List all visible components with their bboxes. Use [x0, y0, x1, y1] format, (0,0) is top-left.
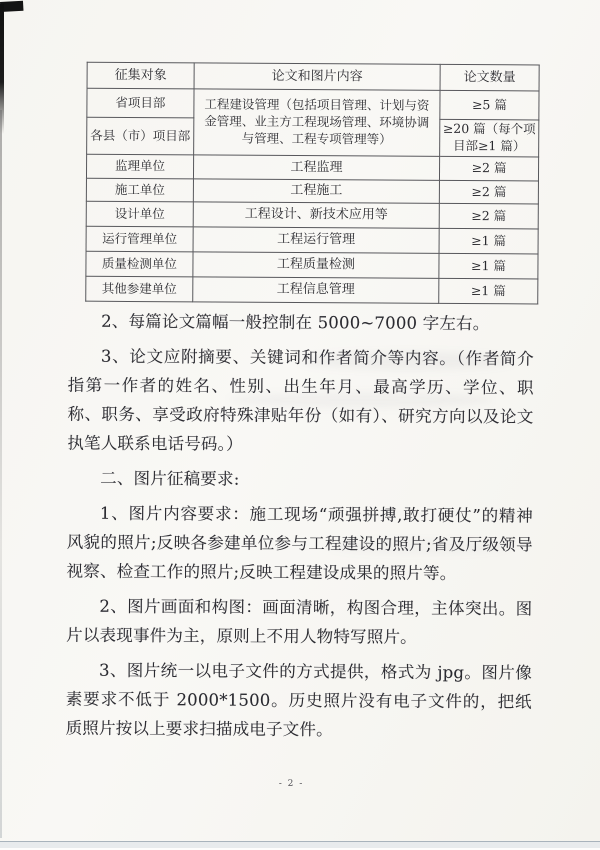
- cell-quantity: ≥1 篇: [439, 278, 538, 304]
- table-row: [87, 88, 539, 120]
- paragraph-photo-content: 1、图片内容要求：施工现场“顽强拼搏,敢打硬仗”的精神风貌的照片;反映各参建单位参与工程建设的照片;省及厅级领导视察、检查工作的照片;反映工程建设成果的照片等。: [66, 503, 533, 583]
- scan-smudge: [228, 392, 493, 408]
- cell-content: 工程设计、新技术应用等: [193, 202, 439, 229]
- scan-smudge: [300, 352, 515, 370]
- scan-smudge: [330, 540, 510, 554]
- paragraph-paper-abstract: 3、论文应附摘要、关键词和作者简介等内容。（作者简介指第一作者的姓名、性别、出生年月、最高学历、学位、职称、职务、享受政府特殊津贴年份（如有）、研究方向以及论文执笔人联系电话号码。）: [67, 346, 534, 454]
- cell-quantity: ≥1 篇: [439, 228, 538, 254]
- table-row: [86, 226, 538, 254]
- body-text-block: [65, 307, 534, 752]
- col-header-target: 征集对象: [87, 62, 194, 89]
- cell-quantity: ≥1 篇: [439, 253, 538, 279]
- cell-content-merged: 工程建设管理（包括项目管理、计划与资金管理、业主方工程现场管理、环境协调与管理、工程专项管理等）: [194, 89, 440, 157]
- cell-quantity: ≥2 篇: [439, 203, 538, 229]
- scan-left-edge-light: [0, 110, 2, 838]
- cell-content: 工程质量检测: [193, 252, 439, 279]
- scan-bottom-edge: [0, 841, 600, 848]
- cell-quantity: ≥5 篇: [440, 90, 539, 120]
- table-row: [86, 201, 538, 229]
- cell-target: 监理单位: [86, 154, 193, 179]
- submission-requirements-table: [85, 62, 539, 305]
- col-header-quantity: 论文数量: [440, 64, 539, 91]
- paragraph-photo-composition: 2、图片画面和构图：画面清晰，构图合理，主体突出。图片以表现事件为主，原则上不用人物特写照片。: [66, 596, 533, 647]
- cell-content: 工程监理: [193, 155, 439, 181]
- table-row: [86, 276, 538, 304]
- cell-quantity: ≥2 篇: [439, 180, 538, 204]
- cell-content: 工程运行管理: [193, 227, 439, 254]
- cell-target: 设计单位: [86, 201, 193, 227]
- table-header-row: [87, 62, 539, 91]
- page-number: - 2 -: [278, 778, 304, 790]
- table-row: [86, 251, 538, 279]
- cell-target: 施工单位: [86, 178, 193, 202]
- cell-target: 运行管理单位: [86, 226, 193, 252]
- section-heading-photo-requirements: 二、图片征稿要求:: [100, 468, 240, 489]
- col-header-content: 论文和图片内容: [194, 63, 440, 91]
- cell-target: 其他参建单位: [86, 276, 193, 302]
- cell-quantity: ≥20 篇（每个项目部≥1 篇）: [440, 119, 539, 157]
- cell-target: 省项目部: [87, 88, 194, 118]
- table-row: [86, 154, 538, 181]
- cell-target: 质量检测单位: [86, 251, 193, 277]
- cell-target: 各县（市）项目部: [87, 117, 194, 155]
- paragraph-paper-length: 2、每篇论文篇幅一般控制在 5000~7000 字左右。: [101, 311, 490, 334]
- cell-content: 工程信息管理: [193, 277, 439, 304]
- paragraph-photo-format: 3、图片统一以电子文件的方式提供，格式为 jpg。图片像素要求不低于 2000*1500。历史照片没有电子文件的，把纸质照片按以上要求扫描成电子文件。: [65, 660, 533, 740]
- table-row: [86, 178, 538, 204]
- cell-quantity: ≥2 篇: [439, 156, 538, 181]
- cell-content: 工程施工: [193, 179, 439, 204]
